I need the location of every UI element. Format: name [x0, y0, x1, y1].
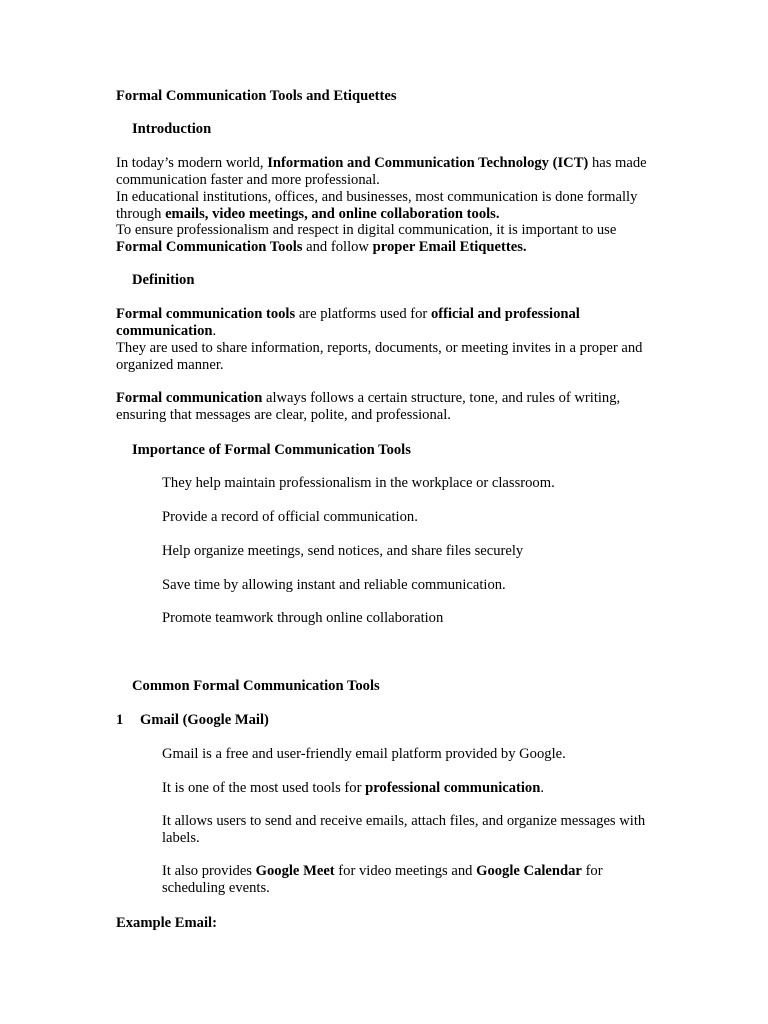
- definition-paragraph-2: [116, 340, 656, 374]
- bold-text: Formal Communication Tools: [116, 238, 303, 255]
- text: To ensure professionalism and respect in digital communication, it is important to use: [116, 222, 617, 238]
- definition-paragraph-1: [116, 306, 656, 340]
- importance-item: Promote teamwork through online collaboration: [162, 610, 444, 626]
- bold-text: emails, video meetings, and online collaboration tools.: [165, 205, 500, 222]
- definition-paragraph-3: [116, 390, 656, 424]
- text: It is one of the most used tools for: [162, 780, 366, 796]
- text: .: [212, 322, 217, 339]
- text: In today’s modern world,: [116, 155, 268, 171]
- bold-text: Google Calendar: [476, 863, 582, 879]
- bold-text: Google Meet: [255, 863, 335, 879]
- tool-heading-gmail: [116, 712, 656, 729]
- text: are platforms used for: [295, 306, 431, 322]
- intro-paragraph-1: [116, 155, 656, 189]
- importance-item: Save time by allowing instant and reliable communication.: [162, 577, 506, 593]
- section-heading-definition: Definition: [132, 272, 195, 288]
- bold-text: Formal communication tools: [116, 306, 296, 322]
- gmail-item: [162, 863, 652, 897]
- section-heading-importance: Importance of Formal Communication Tools: [132, 442, 411, 458]
- gmail-item: [162, 746, 652, 763]
- example-email-label: Example Email:: [116, 915, 217, 931]
- text: for scheduling events.: [162, 863, 603, 896]
- text: They are used to share information, reports, documents, or meeting invites in a proper and organized manner.: [116, 340, 643, 373]
- document-title: Formal Communication Tools and Etiquettes: [116, 88, 397, 104]
- text: for video meetings and: [334, 863, 477, 879]
- gmail-item: [162, 813, 652, 847]
- section-heading-common-tools: Common Formal Communication Tools: [132, 678, 380, 694]
- intro-paragraph-2: [116, 189, 656, 223]
- gmail-item: [162, 780, 652, 797]
- section-heading-introduction: Introduction: [132, 121, 212, 137]
- tool-number: 1: [116, 712, 124, 728]
- importance-item: Help organize meetings, send notices, and share files securely: [162, 543, 524, 559]
- text: It allows users to send and receive emails, attach files, and organize messages with labels.: [162, 813, 646, 846]
- text: has made communication faster and more professional.: [116, 155, 647, 188]
- bold-text: professional communication: [365, 780, 541, 796]
- importance-item: They help maintain professionalism in the workplace or classroom.: [162, 475, 555, 491]
- text: always follows a certain structure, tone, and rules of writing, ensuring that messages are clear, polite, and professional.: [116, 390, 621, 423]
- bold-text: Information and Communication Technology (ICT): [267, 155, 589, 171]
- bold-text: Formal communication: [116, 390, 263, 406]
- text: In educational institutions, offices, and businesses, most communication is done formally through: [116, 189, 638, 222]
- intro-paragraph-3: [116, 222, 656, 256]
- bold-text: proper Email Etiquettes.: [372, 238, 527, 255]
- text: and follow: [302, 238, 373, 255]
- importance-item: Provide a record of official communication.: [162, 509, 418, 525]
- bold-text: official and professional communication: [116, 306, 580, 339]
- tool-name: Gmail (Google Mail): [140, 712, 269, 728]
- text: It also provides: [162, 863, 256, 879]
- text: .: [540, 780, 545, 796]
- text: Gmail is a free and user-friendly email platform provided by Google.: [162, 746, 566, 762]
